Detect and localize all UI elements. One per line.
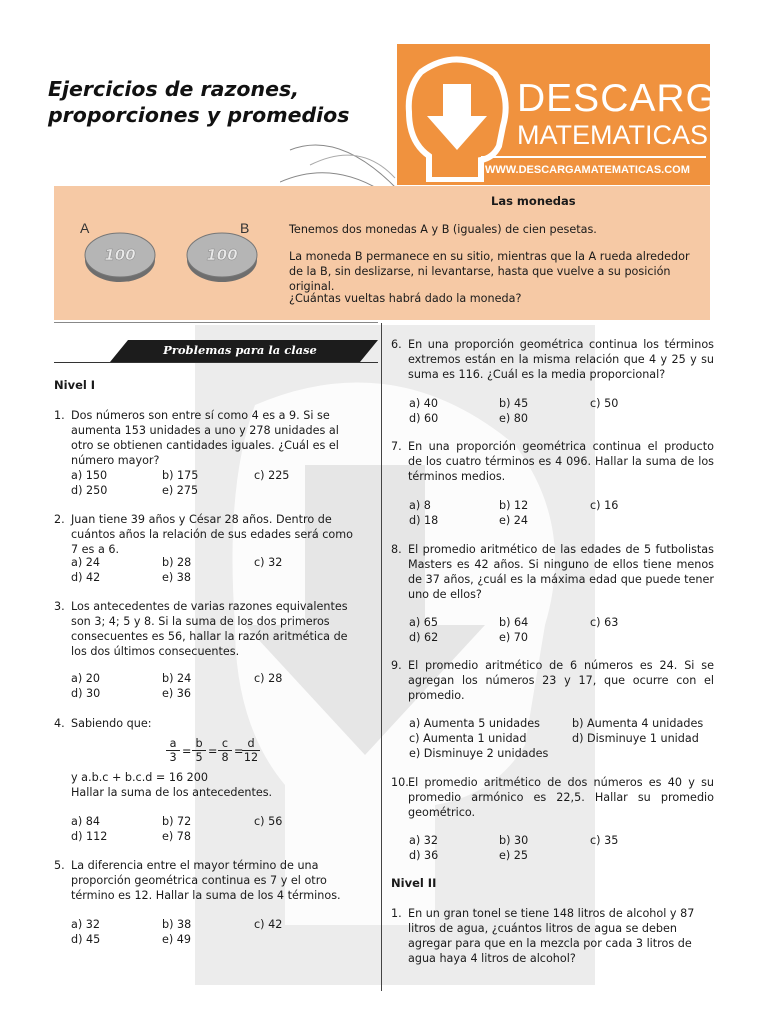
coin-b-label: B — [240, 220, 250, 236]
question-text: Dos números son entre sí como 4 es a 9. Si se aumenta 153 unidades a uno y 278 unidades al otro se obtienen cantidades iguales. ¿Cuál es el número mayor? — [71, 409, 339, 467]
option-a: a) 20 — [71, 672, 101, 685]
fraction-d-12: $\frac{d}{12}$ — [243, 737, 259, 764]
question-4-line3: Hallar la suma de los antecedentes. — [71, 786, 273, 799]
question-10 — [391, 775, 714, 820]
equals-sign: = — [234, 745, 244, 758]
decorative-lines — [280, 120, 400, 192]
option-e: e) 36 — [162, 687, 192, 700]
option-a: a) 24 — [71, 556, 101, 569]
equals-sign: = — [182, 745, 192, 758]
fraction-b-5: $\frac{b}{5}$ — [192, 737, 206, 764]
question-number: 6. — [391, 338, 402, 351]
section-rule — [54, 362, 378, 363]
option-a: a) Aumenta 5 unidades — [409, 717, 540, 730]
option-d: d) Disminuye 1 unidad — [572, 732, 699, 745]
option-b: b) 24 — [162, 672, 192, 685]
question-number: 10. — [391, 776, 409, 789]
option-e: e) Disminuye 2 unidades — [409, 747, 549, 760]
fraction-equation — [166, 737, 276, 767]
question-6 — [391, 337, 714, 382]
option-e: e) 275 — [162, 484, 199, 497]
question-2 — [54, 512, 360, 557]
coin-b-icon — [184, 228, 260, 284]
question-text: El promedio aritmético de dos números es 40 y su promedio armónico es 22,5. Hallar su promedio geométrico. — [408, 776, 714, 819]
option-b: b) 28 — [162, 556, 192, 569]
option-c: c) Aumenta 1 unidad — [409, 732, 527, 745]
option-d: d) 45 — [71, 933, 101, 946]
option-d: d) 30 — [71, 687, 101, 700]
question-text: El promedio aritmético de las edades de 5 futbolistas Masters es 42 años. Si ninguno de ellos tiene menos de 37 años, ¿cuál es la máxima edad que puede tener uno de ellos? — [408, 543, 714, 601]
option-c: c) 56 — [254, 815, 283, 828]
option-d: d) 42 — [71, 571, 101, 584]
coin-b-value: 100 — [206, 246, 238, 264]
logo-brand-line1: DESCARGA — [517, 77, 744, 120]
question-4-line2: y a.b.c + b.c.d = 16 200 — [71, 771, 208, 784]
level-2-heading: Nivel II — [391, 876, 437, 890]
option-c: c) 35 — [590, 834, 619, 847]
option-b: b) 72 — [162, 815, 192, 828]
coin-a-label: A — [80, 220, 90, 236]
question-5 — [54, 858, 360, 903]
question-number: 2. — [54, 513, 65, 526]
option-a: a) 32 — [409, 834, 439, 847]
option-d: d) 36 — [409, 849, 439, 862]
question-text: En una proporción geométrica continua los términos extremos están en la misma relación que 4 y 25 y su suma es 116. ¿Cuál es la media proporcional? — [408, 338, 714, 381]
question-number: 1. — [391, 907, 402, 920]
option-d: d) 60 — [409, 412, 439, 425]
question-number: 7. — [391, 440, 402, 453]
option-d: d) 62 — [409, 631, 439, 644]
left-top-rule — [54, 322, 378, 323]
option-c: c) 63 — [590, 616, 619, 629]
question-1 — [54, 408, 360, 468]
option-e: e) 25 — [499, 849, 529, 862]
question-number: 5. — [54, 859, 65, 872]
question-number: 4. — [54, 717, 65, 730]
option-b: b) 45 — [499, 397, 529, 410]
question-text: Los antecedentes de varias razones equivalentes son 3; 4; 5 y 8. Si la suma de los dos primeros consecuentes es 56, hallar la razón aritmética de los dos últimos consecuentes. — [71, 600, 348, 658]
option-e: e) 80 — [499, 412, 529, 425]
title-line-1: Ejercicios de razones, — [48, 77, 299, 101]
option-b: b) Aumenta 4 unidades — [572, 717, 704, 730]
option-b: b) 38 — [162, 918, 192, 931]
logo-divider — [481, 156, 706, 158]
question-text: La diferencia entre el mayor término de una proporción geométrica continua es 7 y el otro término es 12. Hallar la suma de los 4 términos. — [71, 859, 341, 902]
banner-title: Las monedas — [491, 194, 576, 208]
banner-paragraph-3: ¿Cuántas vueltas habrá dado la moneda? — [289, 292, 522, 305]
question-text: Juan tiene 39 años y César 28 años. Dentro de cuántos años la relación de sus edades será como 7 es a 6. — [71, 513, 353, 556]
option-c: c) 32 — [254, 556, 283, 569]
option-e: e) 38 — [162, 571, 192, 584]
fraction-a-3: $\frac{a}{3}$ — [166, 737, 180, 764]
option-a: a) 40 — [409, 397, 439, 410]
option-e: e) 78 — [162, 830, 192, 843]
option-c: c) 16 — [590, 499, 619, 512]
question-7 — [391, 439, 714, 484]
equals-sign: = — [208, 745, 218, 758]
option-c: c) 28 — [254, 672, 283, 685]
option-e: e) 70 — [499, 631, 529, 644]
question-text: En una proporción geométrica continua el producto de los cuatro términos es 4 096. Hallar la suma de los términos medios. — [408, 440, 714, 483]
option-c: c) 225 — [254, 469, 290, 482]
option-b: b) 175 — [162, 469, 199, 482]
option-e: e) 49 — [162, 933, 192, 946]
fraction-c-8: $\frac{c}{8}$ — [218, 737, 232, 764]
question-11 — [391, 906, 714, 966]
question-9 — [391, 658, 714, 703]
title-line-2: proporciones y promedios — [48, 103, 350, 127]
logo-url: WWW.DESCARGAMATEMATICAS.COM — [485, 164, 690, 176]
question-8 — [391, 542, 714, 602]
option-d: d) 112 — [71, 830, 108, 843]
option-b: b) 30 — [499, 834, 529, 847]
question-number: 3. — [54, 600, 65, 613]
column-divider — [381, 323, 382, 991]
level-1-heading: Nivel I — [54, 378, 96, 392]
option-a: a) 8 — [409, 499, 431, 512]
section-title: Problemas para la clase — [163, 343, 317, 357]
option-a: a) 150 — [71, 469, 108, 482]
coin-a-value: 100 — [104, 246, 136, 264]
banner-paragraph-2: La moneda B permanece en su sitio, mientras que la A rueda alrededor de la B, sin deslizarse, ni levantarse, hasta que vuelve a su posición original. — [289, 250, 690, 293]
option-c: c) 42 — [254, 918, 283, 931]
question-3 — [54, 599, 360, 659]
descarga-matematicas-logo — [397, 44, 744, 185]
logo-brand-line2: MATEMATICAS — [517, 120, 709, 150]
question-number: 8. — [391, 543, 402, 556]
option-a: a) 84 — [71, 815, 101, 828]
coins-puzzle-banner — [54, 186, 710, 320]
banner-paragraph-1: Tenemos dos monedas A y B (iguales) de cien pesetas. — [289, 223, 597, 236]
question-number: 1. — [54, 409, 65, 422]
option-c: c) 50 — [590, 397, 619, 410]
option-e: e) 24 — [499, 514, 529, 527]
question-text: En un gran tonel se tiene 148 litros de alcohol y 87 litros de agua, ¿cuántos litros de agua se deben agregar para que en la mezcla por cada 3 litros de agua haya 4 litros de alcohol? — [408, 907, 695, 965]
option-b: b) 64 — [499, 616, 529, 629]
question-4 — [54, 716, 360, 731]
coin-a-icon — [82, 228, 158, 284]
question-text: Sabiendo que: — [71, 717, 152, 730]
question-number: 9. — [391, 659, 402, 672]
question-4-condition — [71, 770, 272, 800]
option-d: d) 250 — [71, 484, 108, 497]
option-d: d) 18 — [409, 514, 439, 527]
option-a: a) 32 — [71, 918, 101, 931]
option-a: a) 65 — [409, 616, 439, 629]
question-text: El promedio aritmético de 6 números es 24. Si se agregan los números 23 y 17, que ocurre con el promedio. — [408, 659, 714, 702]
option-b: b) 12 — [499, 499, 529, 512]
head-download-icon — [403, 50, 513, 182]
